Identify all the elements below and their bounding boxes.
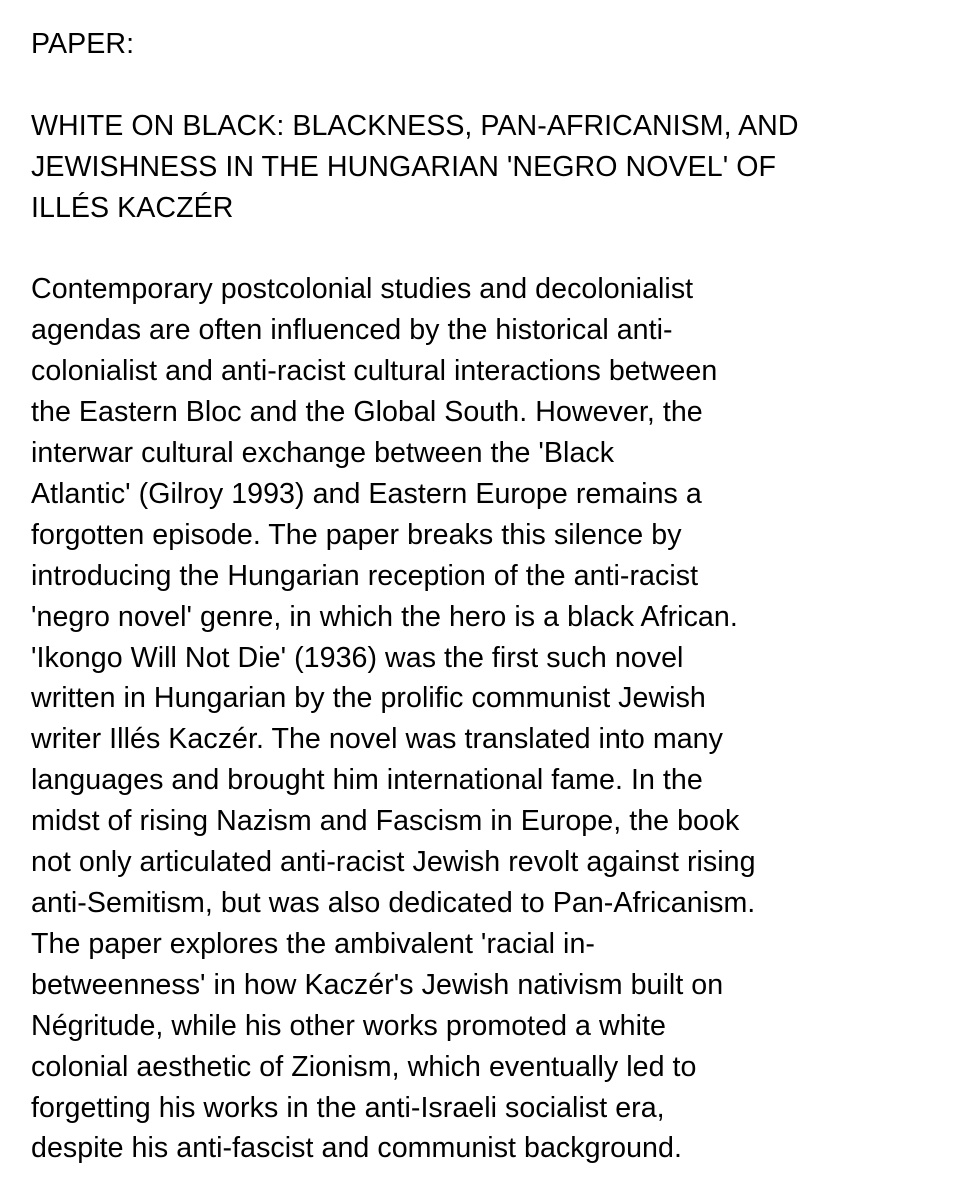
abstract-line: anti-Semitism, but was also dedicated to Pan-Africanism. (31, 887, 756, 919)
abstract-line: Contemporary postcolonial studies and decolonialist (31, 273, 694, 306)
abstract-line: 'Ikongo Will Not Die' (1936) was the first such novel (31, 641, 684, 674)
abstract-line: introducing the Hungarian reception of the anti-racist (31, 559, 699, 592)
abstract-line: colonialist and anti-racist cultural interactions between (31, 355, 718, 388)
abstract-line: agendas are often influenced by the historical anti- (31, 314, 673, 347)
paper-title-line: ILLÉS KACZÉR (31, 191, 234, 224)
note-body (31, 24, 931, 1169)
abstract-line: despite his anti-fascist and communist background. (31, 1132, 682, 1165)
blank-line (31, 65, 931, 106)
abstract-line: The paper explores the ambivalent 'racial in- (31, 927, 595, 960)
abstract-line: Atlantic' (Gilroy 1993) and Eastern Europe remains a (31, 477, 702, 510)
paper-title-line: WHITE ON BLACK: BLACKNESS, PAN-AFRICANISM, AND (31, 109, 799, 142)
abstract-line: languages and brought him international fame. In the (31, 764, 703, 797)
abstract-line: written in Hungarian by the prolific communist Jewish (31, 682, 706, 715)
abstract-line: midst of rising Nazism and Fascism in Europe, the book (31, 805, 740, 838)
abstract-line: forgotten episode. The paper breaks this silence by (31, 518, 682, 551)
abstract-line: interwar cultural exchange between the 'Black (31, 437, 615, 470)
abstract-line: Négritude, while his other works promoted a white (31, 1009, 666, 1042)
blank-line (31, 229, 931, 270)
abstract-line: not only articulated anti-racist Jewish revolt against rising (31, 846, 756, 879)
abstract-line: forgetting his works in the anti-Israeli socialist era, (31, 1091, 665, 1124)
abstract-line: 'negro novel' genre, in which the hero is a black African. (31, 600, 738, 633)
abstract-line: colonial aesthetic of Zionism, which eventually led to (31, 1050, 697, 1083)
paper-title-line: JEWISHNESS IN THE HUNGARIAN 'NEGRO NOVEL' OF (31, 150, 777, 183)
abstract-line: the Eastern Bloc and the Global South. However, the (31, 396, 703, 429)
abstract-line: betweenness' in how Kaczér's Jewish nativism built on (31, 968, 724, 1001)
paper-label: PAPER: (31, 28, 135, 60)
abstract-line: writer Illés Kaczér. The novel was translated into many (31, 723, 723, 756)
